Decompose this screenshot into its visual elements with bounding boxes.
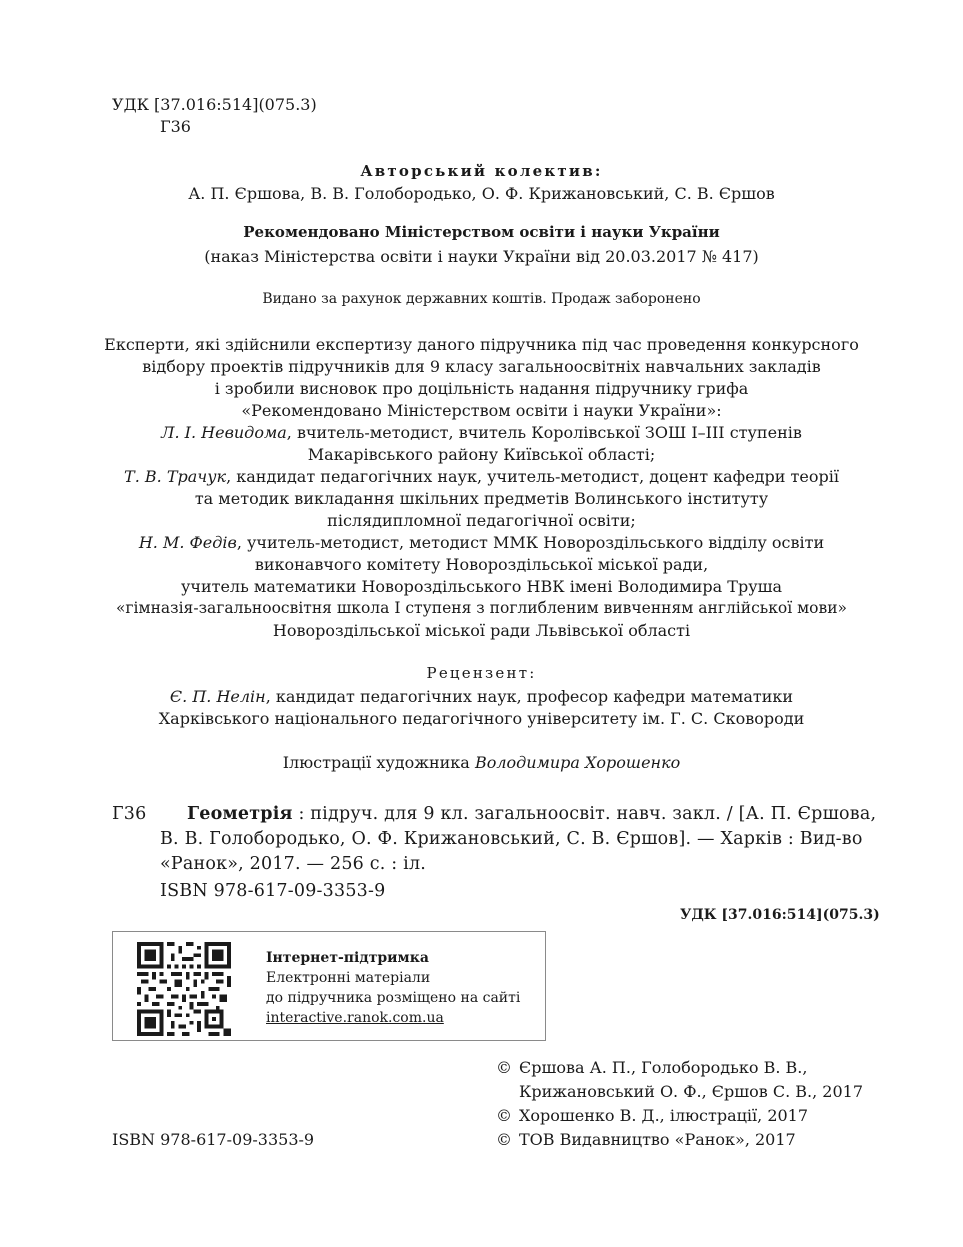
udk-index: Г36 <box>160 117 191 136</box>
authors-names: А. П. Єршова, В. В. Голобородько, О. Ф. Крижановський, С. В. Єршов <box>188 184 775 203</box>
copyright-symbol: © <box>496 1058 512 1077</box>
expert-1-details: , вчитель-методист, вчитель Королівської ЗОШ І–ІІІ ступенів <box>286 423 802 442</box>
copyright-publisher: ТОВ Видавництво «Ранок», 2017 <box>519 1130 796 1149</box>
expert-1 <box>0 423 963 442</box>
bib-line-2: В. В. Голобородько, О. Ф. Крижановський, С. В. Єршов]. — Харків : Вид-во <box>160 829 863 849</box>
illustrations-artist: Володимира Хорошенко <box>474 753 681 772</box>
reviewer-details: , кандидат педагогічних наук, професор кафедри математики <box>265 687 794 706</box>
copyright-symbol: © <box>496 1130 512 1149</box>
illustrations-prefix: Ілюстрації художника <box>282 753 475 772</box>
expert-3-line: Новороздільської міської ради Львівської області <box>272 621 691 640</box>
bib-line-3: «Ранок», 2017. — 256 с. : іл. <box>160 854 427 874</box>
expert-3-line: виконавчого комітету Новороздільської міської ради, <box>254 555 709 574</box>
copyright-authors: Єршова А. П., Голобородько В. В., <box>519 1058 808 1077</box>
experts-intro-line: і зробили висновок про доцільність надання підручнику грифа <box>214 379 749 398</box>
bib-line-1 <box>187 804 876 824</box>
experts-intro-line: відбору проектів підручників для 9 класу загальноосвітніх навчальних закладів <box>142 357 821 376</box>
reviewer-line: Харківського національного педагогічного університету ім. Г. С. Сковороди <box>158 709 805 728</box>
copyright-illustrations: Хорошенко В. Д., ілюстрації, 2017 <box>519 1106 809 1125</box>
support-link[interactable]: interactive.ranok.com.ua <box>266 1010 444 1026</box>
expert-3 <box>0 533 963 552</box>
distribution-notice: Видано за рахунок державних коштів. Продаж заборонено <box>262 291 701 307</box>
experts-intro-line: «Рекомендовано Міністерством освіти і науки України»: <box>241 401 722 420</box>
recommendation-line: Рекомендовано Міністерством освіти і науки України <box>243 223 720 241</box>
bib-details: : підруч. для 9 кл. загальноосвіт. навч. закл. / [А. П. Єршова, <box>292 804 877 824</box>
support-title: Інтернет-підтримка <box>266 950 429 966</box>
expert-3-line: «гімназія-загальноосвітня школа І ступеня з поглибленим вивченням англійської мови» <box>115 599 848 617</box>
expert-3-name: Н. М. Федів <box>138 533 237 552</box>
support-line: до підручника розміщено на сайті <box>266 990 521 1006</box>
expert-3-details: , учитель-методист, методист ММК Новороздільського відділу освіти <box>236 533 825 552</box>
udk-code: УДК [37.016:514](075.3) <box>112 95 317 114</box>
experts-intro-line: Експерти, які здійснили експертизу даного підручника під час проведення конкурсного <box>104 335 859 354</box>
decree-line: (наказ Міністерства освіти і науки України від 20.03.2017 № 417) <box>204 247 759 266</box>
copyright-authors: Крижановський О. Ф., Єршов С. В., 2017 <box>519 1082 863 1101</box>
expert-1-name: Л. І. Невидома <box>161 423 287 442</box>
expert-3-line: учитель математики Новороздільського НВК імені Володимира Труша <box>180 577 783 596</box>
expert-2-line: післядипломної педагогічної освіти; <box>327 511 636 530</box>
reviewer-heading: Рецензент: <box>426 664 537 682</box>
support-text <box>266 948 520 1028</box>
bib-index: Г36 <box>112 804 147 824</box>
authors-heading: Авторський колектив: <box>360 162 603 180</box>
bib-isbn: ISBN 978-617-09-3353-9 <box>160 881 386 901</box>
expert-2 <box>0 467 963 486</box>
support-line: Електронні матеріали <box>266 970 431 986</box>
expert-2-line: та методик викладання шкільних предметів Волинського інституту <box>194 489 769 508</box>
isbn-bottom: ISBN 978-617-09-3353-9 <box>112 1130 315 1149</box>
copyright-symbol: © <box>496 1106 512 1125</box>
bib-udk: УДК [37.016:514](075.3) <box>680 907 880 923</box>
expert-2-name: Т. В. Трачук <box>124 467 227 486</box>
expert-2-details: , кандидат педагогічних наук, учитель-методист, доцент кафедри теорії <box>226 467 839 486</box>
support-box <box>112 931 546 1041</box>
bib-title: Геометрія <box>187 804 293 824</box>
reviewer <box>0 687 963 706</box>
illustrations-credit <box>0 753 963 772</box>
qr-code-icon <box>137 942 231 1036</box>
expert-1-line: Макарівського району Київської області; <box>307 445 656 464</box>
reviewer-name: Є. П. Нелін <box>169 687 266 706</box>
